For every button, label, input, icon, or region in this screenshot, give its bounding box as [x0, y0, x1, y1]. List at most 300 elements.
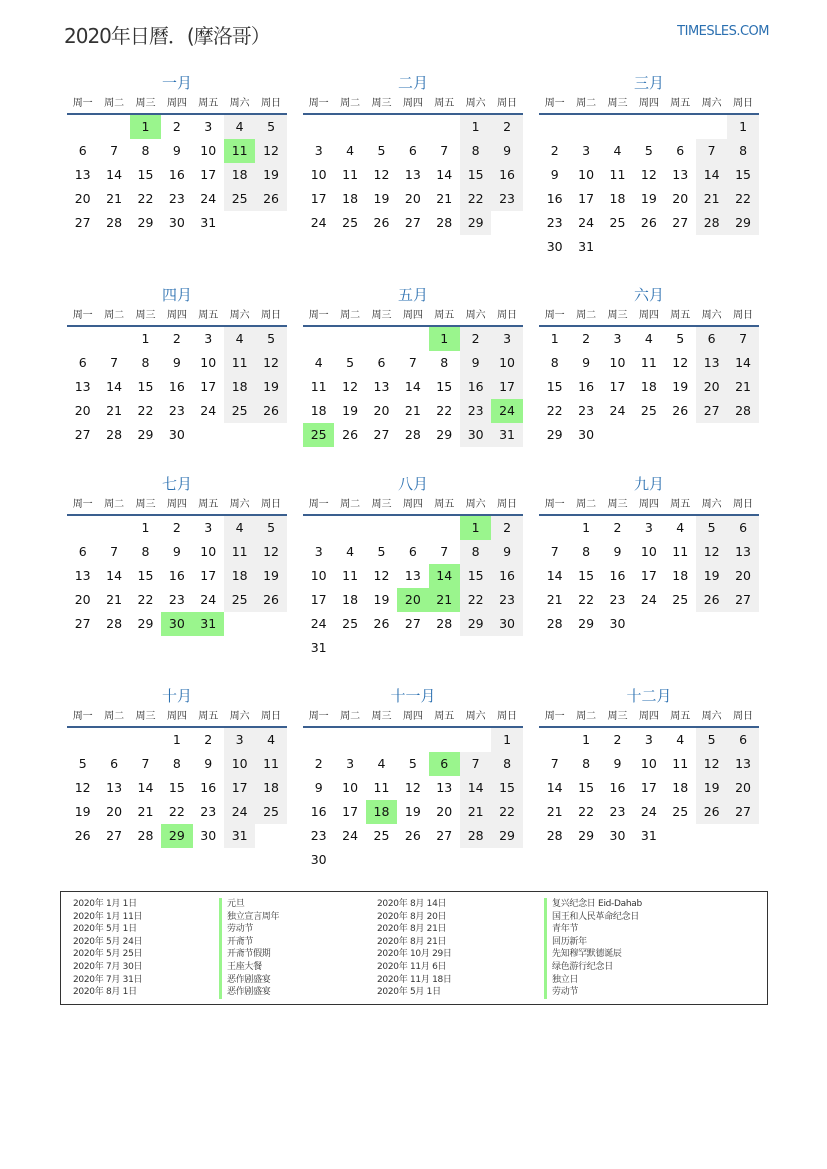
day-cell: 10: [310, 167, 327, 182]
day-cell: 24: [200, 403, 217, 418]
day-cell: 19: [373, 191, 390, 206]
day-cell: 3: [644, 520, 653, 535]
holiday-date: 2020年 8月 1日: [73, 987, 137, 998]
day-cell: 17: [491, 375, 522, 399]
day-cell: 18: [640, 379, 657, 394]
weekday-label: 周三: [371, 711, 392, 722]
empty-cell: [98, 728, 129, 752]
day-cell: 14: [546, 780, 563, 795]
empty-cell: [539, 115, 570, 139]
month-block: [539, 686, 759, 848]
day-cell: 5: [377, 544, 386, 559]
month-block: [539, 474, 759, 636]
weekday-label: 周日: [733, 499, 754, 510]
day-cell: 15: [137, 568, 154, 583]
day-cell: 5: [377, 143, 386, 158]
day-cell: 2: [460, 327, 491, 351]
day-cell: 1: [491, 728, 522, 752]
day-cell: 18: [609, 191, 626, 206]
holiday-name: 绿色游行纪念日: [552, 961, 613, 972]
weekday-label: 周一: [308, 310, 329, 321]
holiday-name: 恶作剧盛宴: [227, 987, 271, 998]
day-cell: 25: [224, 187, 255, 211]
day-cell: 26: [255, 187, 286, 211]
day-cell: 27: [436, 828, 453, 843]
day-cell: 20: [436, 804, 453, 819]
day-cell: 1: [141, 331, 150, 346]
weekday-header: [303, 305, 523, 327]
weekday-header: [67, 93, 287, 115]
day-cell: 24: [200, 592, 217, 607]
holiday-date: 2020年 8月 14日: [377, 899, 447, 909]
day-cell: 19: [342, 403, 359, 418]
holiday-date: 2020年 11月 6日: [377, 961, 447, 972]
day-cell: 25: [224, 399, 255, 423]
holiday-day-cell: 29: [161, 824, 192, 848]
empty-cell: [334, 115, 365, 139]
weekday-label: 周五: [434, 310, 455, 321]
day-cell: 23: [168, 592, 185, 607]
day-cell: 22: [168, 804, 185, 819]
day-cell: 23: [609, 592, 626, 607]
day-cell: 14: [106, 379, 123, 394]
day-cell: 24: [200, 191, 217, 206]
day-cell: 27: [373, 427, 390, 442]
day-cell: 22: [460, 187, 491, 211]
month-block: [303, 474, 523, 660]
day-cell: 1: [141, 520, 150, 535]
day-cell: 8: [582, 756, 591, 771]
month-title: 九月: [633, 475, 664, 493]
day-cell: 29: [546, 427, 563, 442]
day-cell: 22: [436, 403, 453, 418]
weekday-label: 周四: [638, 310, 659, 321]
holiday-day-cell: 1: [429, 327, 460, 351]
empty-cell: [696, 115, 727, 139]
page-title: 2020年日曆．(摩洛哥）: [64, 24, 270, 48]
day-cell: 29: [137, 427, 154, 442]
month-title: 三月: [633, 74, 664, 92]
day-cell: 31: [640, 828, 657, 843]
weekday-label: 周二: [576, 711, 597, 722]
weekday-label: 周三: [135, 310, 156, 321]
day-cell: 14: [436, 167, 453, 182]
empty-cell: [397, 115, 428, 139]
weekday-label: 周一: [544, 499, 565, 510]
weekday-label: 周三: [371, 98, 392, 109]
day-cell: 25: [373, 828, 390, 843]
day-cell: 18: [672, 568, 689, 583]
day-cell: 23: [546, 215, 563, 230]
weekday-label: 周日: [497, 98, 518, 109]
holiday-day-cell: 11: [224, 139, 255, 163]
day-cell: 17: [200, 379, 217, 394]
day-cell: 15: [491, 776, 522, 800]
day-cell: 5: [78, 756, 87, 771]
weekday-label: 周四: [166, 98, 187, 109]
day-cell: 9: [550, 167, 559, 182]
day-cell: 25: [640, 403, 657, 418]
weekday-label: 周日: [261, 711, 282, 722]
day-cell: 4: [346, 143, 355, 158]
day-cell: 26: [404, 828, 421, 843]
day-cell: 2: [172, 331, 181, 346]
day-cell: 25: [255, 800, 286, 824]
day-cell: 20: [74, 592, 91, 607]
day-cell: 9: [204, 756, 213, 771]
holiday-name: 青年节: [552, 924, 579, 935]
day-cell: 27: [727, 588, 758, 612]
day-grid: [67, 728, 287, 848]
empty-cell: [570, 115, 601, 139]
day-cell: 7: [696, 139, 727, 163]
weekday-label: 周日: [497, 711, 518, 722]
day-cell: 11: [609, 167, 626, 182]
holiday-name: 恶作剧盛宴: [227, 974, 271, 985]
day-cell: 9: [613, 756, 622, 771]
weekday-label: 周六: [229, 711, 250, 722]
weekday-header: [67, 706, 287, 728]
day-cell: 15: [168, 780, 185, 795]
day-cell: 16: [460, 375, 491, 399]
day-cell: 22: [137, 191, 154, 206]
day-cell: 5: [255, 516, 286, 540]
day-cell: 2: [314, 756, 323, 771]
day-cell: 17: [310, 592, 327, 607]
day-cell: 3: [314, 544, 323, 559]
day-cell: 6: [78, 544, 87, 559]
day-cell: 17: [640, 780, 657, 795]
day-cell: 2: [172, 119, 181, 134]
day-cell: 23: [491, 588, 522, 612]
holiday-day-cell: 21: [429, 588, 460, 612]
weekday-label: 周二: [104, 98, 125, 109]
day-cell: 19: [255, 375, 286, 399]
holiday-date: 2020年 11月 18日: [377, 974, 452, 985]
day-cell: 6: [696, 327, 727, 351]
day-cell: 17: [609, 379, 626, 394]
day-cell: 14: [404, 379, 421, 394]
day-cell: 14: [106, 167, 123, 182]
day-cell: 29: [137, 215, 154, 230]
day-cell: 10: [200, 544, 217, 559]
day-cell: 28: [106, 427, 123, 442]
day-cell: 8: [141, 355, 150, 370]
day-cell: 25: [609, 215, 626, 230]
weekday-header: [303, 93, 523, 115]
day-cell: 20: [727, 564, 758, 588]
day-cell: 24: [640, 804, 657, 819]
day-cell: 9: [460, 351, 491, 375]
day-cell: 12: [373, 167, 390, 182]
day-cell: 10: [200, 143, 217, 158]
day-cell: 6: [110, 756, 119, 771]
holiday-name: 劳动节: [552, 987, 579, 998]
holiday-name: 独立日: [552, 974, 579, 985]
day-cell: 21: [106, 403, 123, 418]
empty-cell: [602, 115, 633, 139]
weekday-label: 周日: [497, 499, 518, 510]
day-cell: 26: [255, 588, 286, 612]
weekday-label: 周四: [402, 499, 423, 510]
empty-cell: [539, 728, 570, 752]
day-cell: 17: [342, 804, 359, 819]
day-cell: 9: [314, 780, 323, 795]
day-cell: 29: [578, 828, 595, 843]
day-cell: 9: [582, 355, 591, 370]
day-cell: 4: [224, 516, 255, 540]
month-block: [539, 285, 759, 447]
day-cell: 10: [491, 351, 522, 375]
weekday-label: 周二: [104, 310, 125, 321]
weekday-label: 周四: [638, 711, 659, 722]
day-cell: 10: [200, 355, 217, 370]
day-cell: 13: [727, 752, 758, 776]
day-cell: 17: [224, 776, 255, 800]
holiday-name: 劳动节: [227, 924, 254, 935]
weekday-header: [303, 494, 523, 516]
day-cell: 9: [172, 143, 181, 158]
day-cell: 21: [546, 804, 563, 819]
weekday-label: 周三: [135, 711, 156, 722]
day-cell: 14: [546, 568, 563, 583]
empty-cell: [67, 327, 98, 351]
empty-cell: [366, 516, 397, 540]
day-cell: 23: [460, 399, 491, 423]
day-cell: 7: [110, 143, 119, 158]
empty-cell: [460, 728, 491, 752]
month-block: [67, 73, 287, 235]
day-cell: 26: [696, 800, 727, 824]
weekday-label: 周一: [308, 98, 329, 109]
weekday-label: 周五: [198, 310, 219, 321]
month-block: [539, 73, 759, 259]
holiday-day-cell: 1: [460, 516, 491, 540]
weekday-label: 周五: [670, 499, 691, 510]
day-cell: 12: [74, 780, 91, 795]
weekday-label: 周二: [576, 499, 597, 510]
day-cell: 13: [74, 379, 91, 394]
day-cell: 24: [640, 592, 657, 607]
weekday-header: [539, 93, 759, 115]
day-cell: 14: [460, 776, 491, 800]
holiday-date: 2020年 5月 1日: [377, 987, 441, 998]
day-cell: 7: [550, 756, 559, 771]
day-cell: 19: [640, 191, 657, 206]
day-cell: 1: [172, 732, 181, 747]
weekday-label: 周六: [229, 98, 250, 109]
day-cell: 18: [224, 163, 255, 187]
weekday-label: 周五: [198, 711, 219, 722]
day-grid: [67, 327, 287, 447]
weekday-label: 周日: [261, 310, 282, 321]
holiday-name: 开斋节: [227, 936, 254, 947]
weekday-label: 周一: [544, 98, 565, 109]
day-cell: 18: [342, 191, 359, 206]
day-cell: 16: [168, 568, 185, 583]
day-cell: 27: [404, 616, 421, 631]
weekday-header: [539, 305, 759, 327]
holiday-date: 2020年 5月 24日: [73, 936, 143, 947]
day-cell: 31: [310, 640, 327, 655]
month-title: 六月: [633, 286, 664, 304]
month-block: [303, 73, 523, 235]
day-cell: 5: [644, 143, 653, 158]
day-cell: 16: [578, 379, 595, 394]
weekday-label: 周一: [544, 310, 565, 321]
empty-cell: [303, 327, 334, 351]
month-title: 八月: [397, 475, 428, 493]
day-grid: [539, 115, 759, 259]
day-cell: 26: [640, 215, 657, 230]
day-grid: [539, 327, 759, 447]
day-cell: 6: [408, 544, 417, 559]
weekday-label: 周三: [607, 310, 628, 321]
holiday-names-col-2: [544, 898, 642, 999]
day-cell: 1: [460, 115, 491, 139]
day-cell: 21: [460, 800, 491, 824]
holiday-name: 复兴纪念日 Eid-Dahab: [552, 899, 642, 909]
day-cell: 22: [578, 804, 595, 819]
day-cell: 12: [255, 351, 286, 375]
day-cell: 13: [436, 780, 453, 795]
weekday-label: 周三: [135, 98, 156, 109]
holiday-name: 回历新年: [552, 936, 587, 947]
day-cell: 2: [172, 520, 181, 535]
day-cell: 11: [224, 540, 255, 564]
day-cell: 11: [672, 544, 689, 559]
day-cell: 31: [578, 239, 595, 254]
day-cell: 8: [141, 143, 150, 158]
weekday-label: 周六: [229, 310, 250, 321]
day-cell: 18: [342, 592, 359, 607]
empty-cell: [397, 327, 428, 351]
month-title: 二月: [397, 74, 428, 92]
day-cell: 27: [74, 427, 91, 442]
day-cell: 27: [727, 800, 758, 824]
day-cell: 5: [346, 355, 355, 370]
site-logo-text[interactable]: TIMESLES.COM: [677, 24, 769, 39]
day-cell: 12: [640, 167, 657, 182]
day-cell: 19: [373, 592, 390, 607]
day-cell: 5: [696, 516, 727, 540]
day-cell: 11: [310, 379, 327, 394]
day-cell: 30: [168, 427, 185, 442]
weekday-label: 周四: [638, 98, 659, 109]
day-cell: 2: [550, 143, 559, 158]
day-cell: 3: [204, 331, 213, 346]
day-cell: 12: [373, 568, 390, 583]
empty-cell: [303, 728, 334, 752]
weekday-header: [67, 494, 287, 516]
day-cell: 27: [106, 828, 123, 843]
holiday-day-cell: 20: [397, 588, 428, 612]
day-cell: 5: [255, 115, 286, 139]
day-cell: 7: [440, 544, 449, 559]
weekday-label: 周一: [72, 711, 93, 722]
day-cell: 9: [491, 540, 522, 564]
empty-cell: [539, 516, 570, 540]
day-cell: 7: [408, 355, 417, 370]
day-cell: 30: [578, 427, 595, 442]
day-cell: 16: [491, 564, 522, 588]
weekday-label: 周四: [638, 499, 659, 510]
month-title: 五月: [397, 286, 428, 304]
weekday-label: 周四: [166, 310, 187, 321]
day-cell: 24: [609, 403, 626, 418]
holiday-date: 2020年 5月 1日: [73, 924, 137, 935]
day-cell: 3: [314, 143, 323, 158]
day-cell: 30: [200, 828, 217, 843]
weekday-label: 周二: [340, 499, 361, 510]
day-cell: 6: [727, 728, 758, 752]
day-cell: 28: [106, 616, 123, 631]
day-grid: [303, 327, 523, 447]
day-cell: 11: [342, 167, 359, 182]
weekday-label: 周日: [261, 499, 282, 510]
day-cell: 6: [78, 143, 87, 158]
day-cell: 4: [613, 143, 622, 158]
day-cell: 22: [727, 187, 758, 211]
holiday-name: 国王和人民革命纪念日: [552, 911, 640, 922]
day-cell: 16: [546, 191, 563, 206]
day-cell: 15: [578, 568, 595, 583]
day-cell: 15: [436, 379, 453, 394]
day-cell: 2: [613, 732, 622, 747]
day-cell: 28: [137, 828, 154, 843]
day-cell: 6: [408, 143, 417, 158]
day-cell: 14: [727, 351, 758, 375]
month-title: 一月: [161, 74, 192, 92]
day-cell: 5: [676, 331, 685, 346]
day-cell: 20: [727, 776, 758, 800]
day-cell: 25: [672, 804, 689, 819]
day-cell: 17: [200, 568, 217, 583]
day-cell: 2: [491, 115, 522, 139]
weekday-label: 周四: [166, 711, 187, 722]
day-cell: 30: [168, 215, 185, 230]
weekday-header: [539, 706, 759, 728]
day-cell: 16: [609, 780, 626, 795]
day-cell: 14: [696, 163, 727, 187]
day-cell: 16: [168, 379, 185, 394]
weekday-label: 周日: [261, 98, 282, 109]
day-cell: 20: [696, 375, 727, 399]
day-cell: 26: [74, 828, 91, 843]
weekday-label: 周三: [607, 499, 628, 510]
day-cell: 13: [404, 167, 421, 182]
day-cell: 13: [696, 351, 727, 375]
day-cell: 10: [342, 780, 359, 795]
weekday-header: [67, 305, 287, 327]
weekday-label: 周六: [701, 499, 722, 510]
empty-cell: [397, 728, 428, 752]
weekday-label: 周日: [733, 711, 754, 722]
day-cell: 3: [644, 732, 653, 747]
day-cell: 8: [582, 544, 591, 559]
weekday-label: 周五: [434, 499, 455, 510]
day-cell: 16: [200, 780, 217, 795]
empty-cell: [397, 516, 428, 540]
day-cell: 23: [609, 804, 626, 819]
day-cell: 16: [310, 804, 327, 819]
day-cell: 7: [460, 752, 491, 776]
day-cell: 22: [460, 588, 491, 612]
day-cell: 8: [491, 752, 522, 776]
month-title: 七月: [161, 475, 192, 493]
day-cell: 16: [168, 167, 185, 182]
empty-cell: [98, 327, 129, 351]
